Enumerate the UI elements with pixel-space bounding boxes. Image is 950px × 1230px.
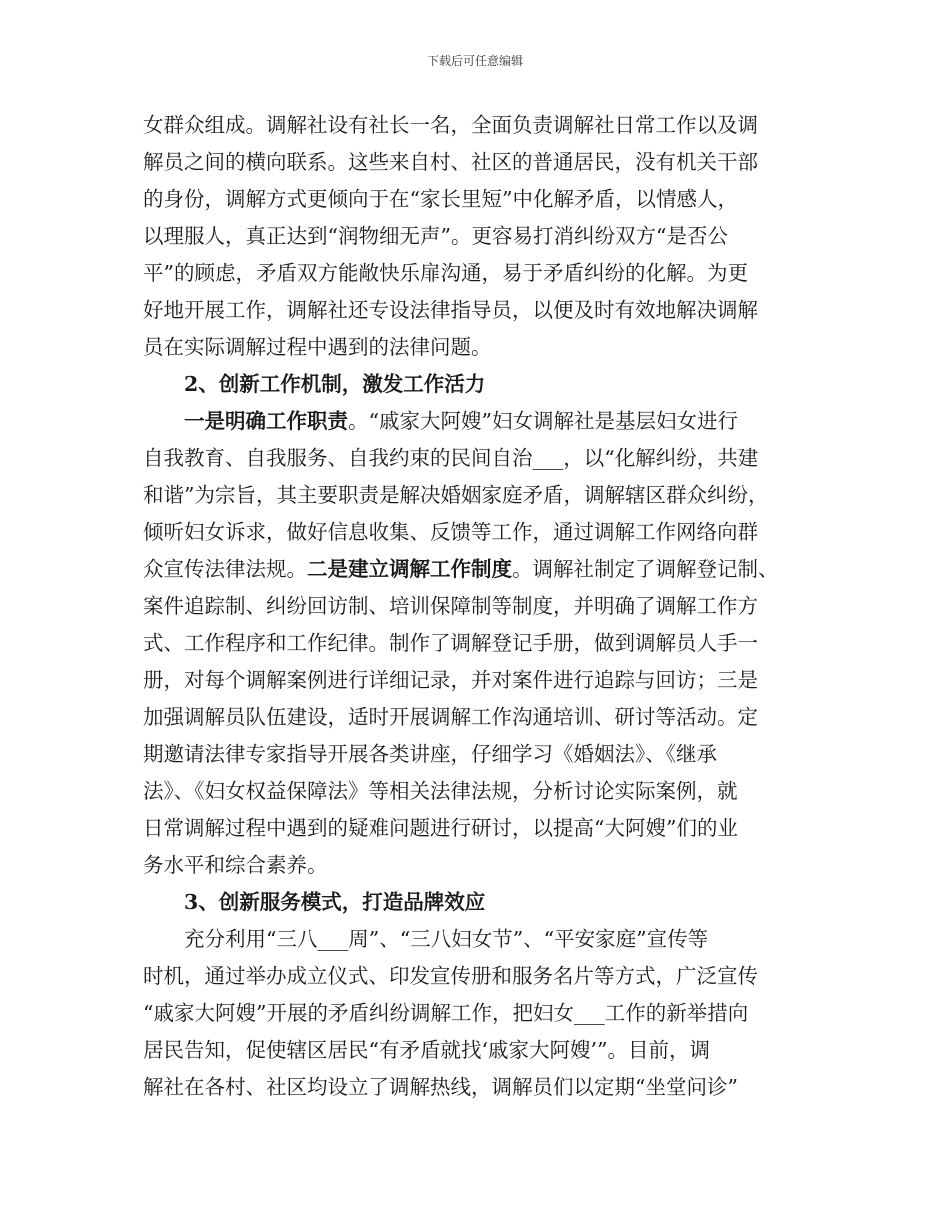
- text-line: 册，对每个调解案例进行详细记录，并对案件进行追踪与回访；三是: [143, 668, 758, 692]
- text-line: 居民告知，促使辖区居民“有矛盾就找‘戚家大阿嫂’”。目前，调: [143, 1038, 710, 1062]
- page-header: 下载后可任意编辑: [426, 54, 523, 68]
- section-heading-2: 2、创新工作机制，激发工作活力: [184, 372, 486, 396]
- section-heading-3: 3、创新服务模式，打造品牌效应: [184, 890, 486, 914]
- text-line: 以理服人，真正达到“润物细无声”。更容易打消纠纷双方“是否公: [143, 224, 728, 248]
- text-span: 众宣传法律法规。: [143, 557, 307, 581]
- text-line: [143, 403, 815, 440]
- bold-lead-1: 一是明确工作职责: [184, 409, 348, 433]
- document-body: [143, 107, 815, 1106]
- text-line: 期邀请法律专家指导开展各类讲座，仔细学习《婚姻法》、《继承: [143, 742, 717, 766]
- text-line: 和谐”为宗旨，其主要职责是解决婚姻家庭矛盾，调解辖区群众纠纷，: [143, 483, 769, 507]
- text-line: 务水平和综合素养。: [143, 853, 328, 877]
- text-line: 自我教育、自我服务、自我约束的民间自治___，以“化解纠纷，共建: [143, 446, 759, 470]
- text-line: 式、工作程序和工作纪律。制作了调解登记手册，做到调解员人手一: [143, 631, 758, 655]
- text-line: 时机，通过举办成立仪式、印发宣传册和服务名片等方式，广泛宣传: [143, 964, 758, 988]
- text-line: “戚家大阿嫂”开展的矛盾纠纷调解工作，把妇女___工作的新举措向: [143, 1001, 749, 1025]
- text-line: 解社在各村、社区均设立了调解热线，调解员们以定期“坐堂问诊”: [143, 1075, 738, 1099]
- text-line: 的身份，调解方式更倾向于在“家长里短”中化解矛盾，以情感人，: [143, 187, 738, 211]
- text-line: 加强调解员队伍建设，适时开展调解工作沟通培训、研讨等活动。定: [143, 705, 758, 729]
- text-line: 解员之间的横向联系。这些来自村、社区的普通居民，没有机关干部: [143, 150, 758, 174]
- text-span: 。“戚家大阿嫂”妇女调解社是基层妇女进行: [348, 409, 738, 433]
- text-line: [143, 551, 815, 588]
- text-line: 平”的顾虑，矛盾双方能敞快乐扉沟通，易于矛盾纠纷的化解。为更: [143, 261, 748, 285]
- text-line: 充分利用“三八___周”、“三八妇女节”、“平安家庭”宣传等: [184, 927, 709, 951]
- text-span: 。调解社制定了调解登记制、: [512, 557, 779, 581]
- text-line: 案件追踪制、纠纷回访制、培训保障制等制度，并明确了调解工作方: [143, 594, 758, 618]
- text-line: 员在实际调解过程中遇到的法律问题。: [143, 335, 492, 359]
- text-line: 倾听妇女诉求，做好信息收集、反馈等工作，通过调解工作网络向群: [143, 520, 758, 544]
- text-line: 法》、《妇女权益保障法》等相关法律法规，分析讨论实际案例，就: [143, 779, 738, 803]
- text-line: 日常调解过程中遇到的疑难问题进行研讨，以提高“大阿嫂”们的业: [143, 816, 738, 840]
- text-line: 女群众组成。调解社设有社长一名，全面负责调解社日常工作以及调: [143, 113, 758, 137]
- text-line: 好地开展工作，调解社还专设法律指导员，以便及时有效地解决调解: [143, 298, 758, 322]
- bold-lead-2: 二是建立调解工作制度: [307, 557, 512, 581]
